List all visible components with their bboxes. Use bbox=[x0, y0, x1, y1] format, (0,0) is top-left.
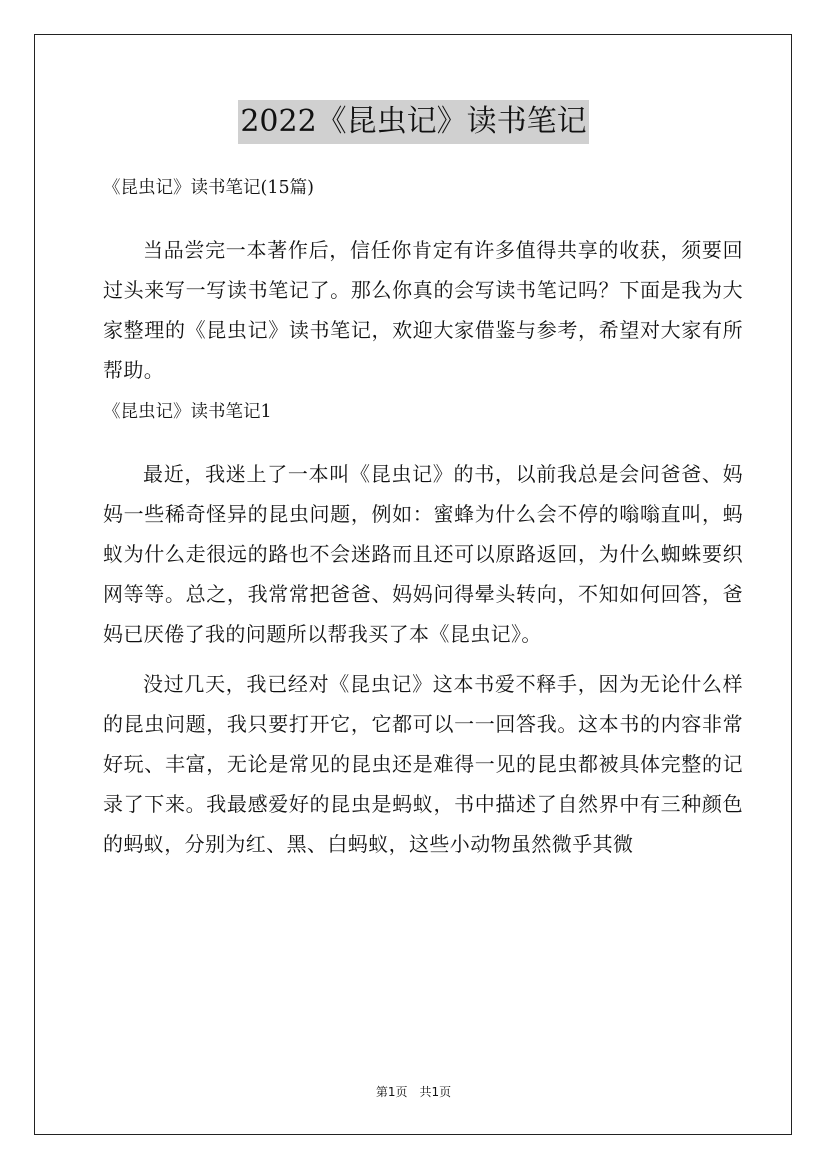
document-title: 2022《昆虫记》读书笔记 bbox=[238, 100, 588, 144]
section-paragraph-1: 最近，我迷上了一本叫《昆虫记》的书，以前我总是会问爸爸、妈妈一些稀奇怪异的昆虫问题，例如：蜜蜂为什么会不停的嗡嗡直叫，蚂蚁为什么走很远的路也不会迷路而且还可以原路返回，为什么蜘蛛要织网等等。总之，我常常把爸爸、妈妈问得晕头转向，不知如何回答，爸妈已厌倦了我的问题所以帮我买了本《昆虫记》。 bbox=[103, 462, 743, 646]
intro-paragraph: 当品尝完一本著作后，信任你肯定有许多值得共享的收获，须要回过头来写一写读书笔记了。那么你真的会写读书笔记吗？下面是我为大家整理的《昆虫记》读书笔记，欢迎大家借鉴与参考，希望对大家有所帮助。 bbox=[103, 238, 743, 382]
document-body bbox=[103, 176, 743, 864]
section-heading: 《昆虫记》读书笔记1 bbox=[103, 402, 272, 422]
document-subtitle: 《昆虫记》读书笔记(15篇) bbox=[103, 178, 314, 198]
title-wrap bbox=[0, 100, 827, 144]
section-paragraph-2: 没过几天，我已经对《昆虫记》这本书爱不释手，因为无论什么样的昆虫问题，我只要打开它，它都可以一一回答我。这本书的内容非常好玩、丰富，无论是常见的昆虫还是难得一见的昆虫都被具体完整的记录了下来。我最感爱好的昆虫是蚂蚁，书中描述了自然界中有三种颜色的蚂蚁，分别为红、黑、白蚂蚁，这些小动物虽然微乎其微 bbox=[103, 672, 743, 856]
page-footer: 第1页 共1页 bbox=[375, 1085, 452, 1099]
